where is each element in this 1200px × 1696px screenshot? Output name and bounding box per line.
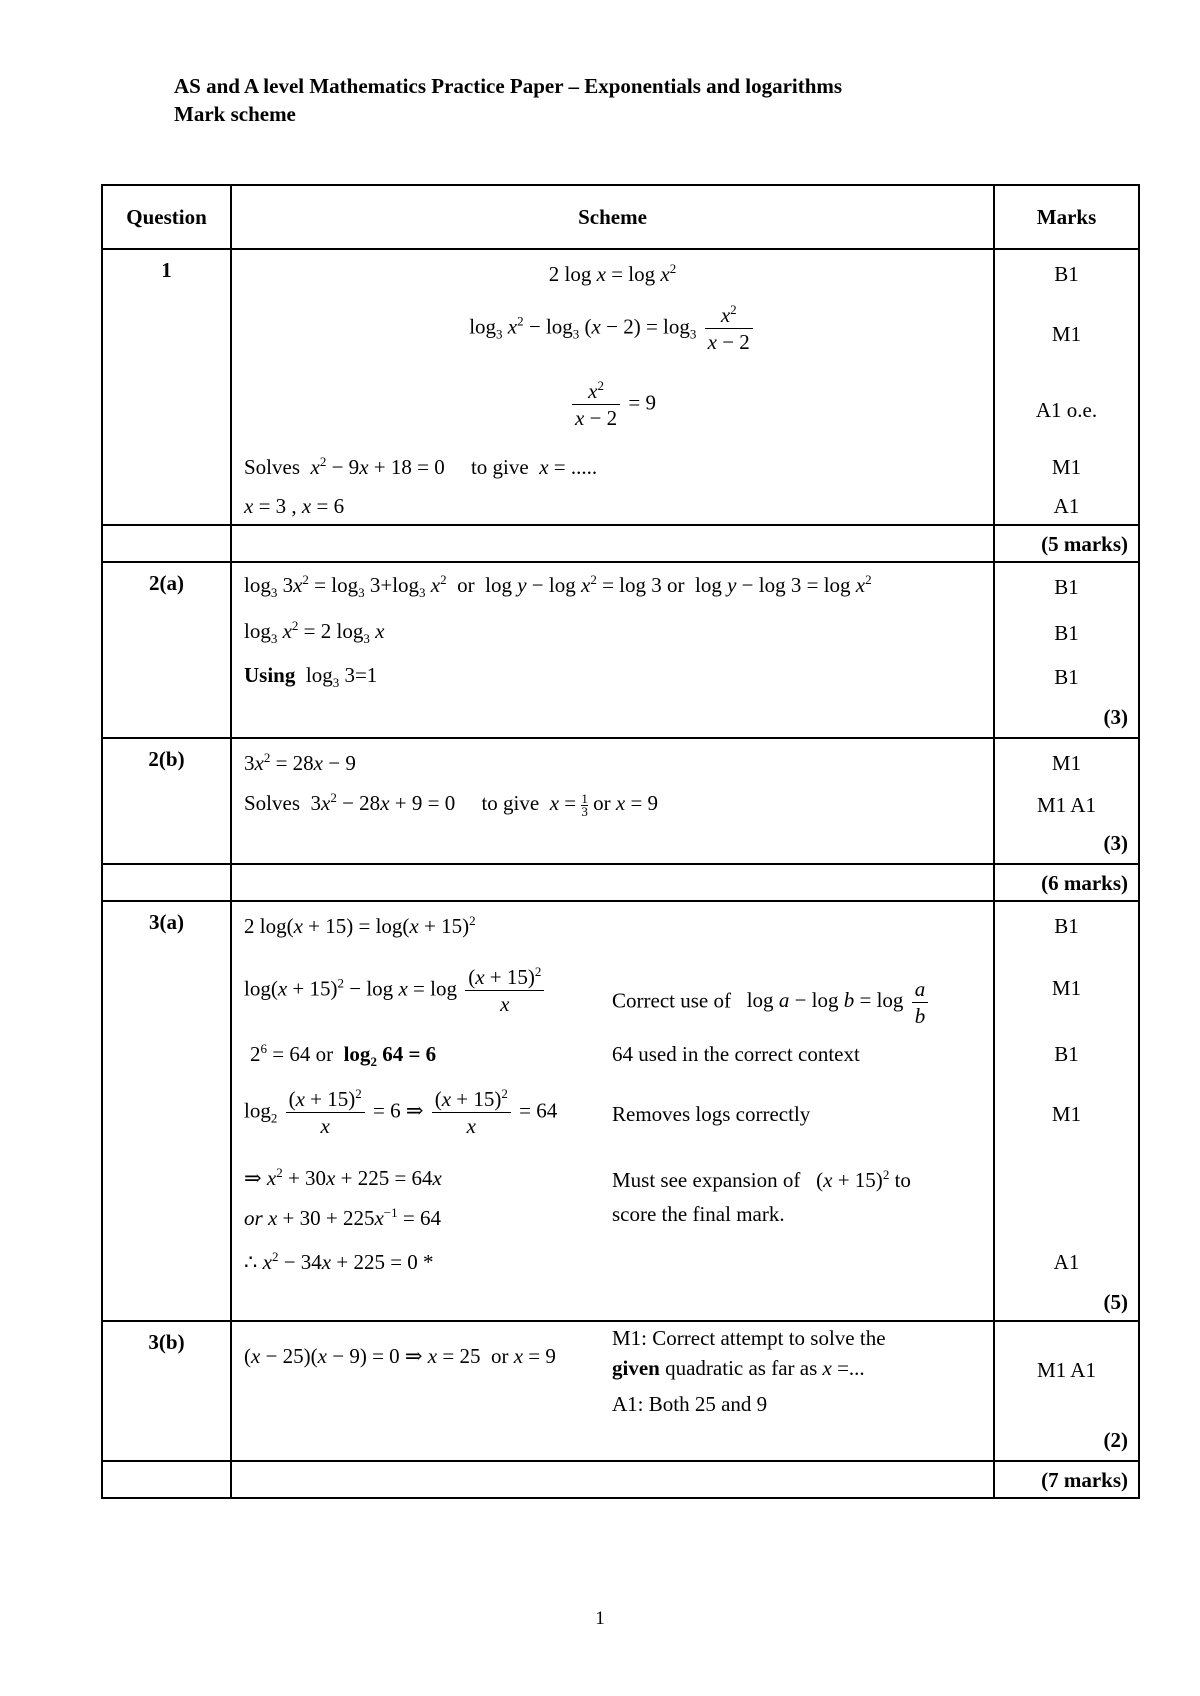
math-line: $\log(x + 15)^2 - \log x = \log$ $\frac{(x + 15)^2}{x}$ — [244, 964, 547, 1017]
table-row-q1 — [102, 249, 1139, 525]
mark-value: B1 — [1054, 1042, 1079, 1066]
mark-value: M1 A1 — [1037, 793, 1096, 817]
scheme-cell-q2a — [231, 562, 994, 738]
note-text: Removes logs correctly — [612, 1102, 811, 1126]
column-header-question: Question — [102, 185, 231, 249]
note-text: A1: Both 25 and 9 — [612, 1392, 768, 1416]
mark-value: M1 A1 — [1037, 1358, 1096, 1382]
math-line: 2 $\log x = \log x^2$ — [548, 261, 677, 286]
math-line: ∴ $x^2 - 34x + 225 = 0$ * — [244, 1249, 434, 1274]
mark-value: A1 — [1053, 1250, 1080, 1274]
question-label: 3(a) — [102, 901, 231, 1321]
math-line: or $x + 30 + 225x^{-1} = 64$ — [244, 1205, 441, 1230]
table-row-q1-total — [102, 525, 1139, 562]
note-text: given quadratic as far as x =... — [612, 1356, 865, 1380]
mark-value: B1 — [1054, 621, 1079, 645]
text-to-give: to give — [470, 455, 529, 479]
question-label: 2(b) — [102, 738, 231, 864]
document-title: AS and A level Mathematics Practice Paper – Exponentials and logarithms — [174, 74, 843, 98]
subtotal-marks: (3) — [1103, 831, 1128, 855]
math-line: ⇒ $x^2 + 30x + 225 = 64x$ — [244, 1165, 442, 1190]
mark-value: B1 — [1054, 914, 1079, 938]
column-header-scheme: Scheme — [231, 185, 994, 249]
total-marks: (6 marks) — [1041, 871, 1128, 895]
math-line: $2^6 = 64$ or $\log_2 64 = 6$ — [250, 1041, 437, 1070]
note-text: Correct use of log a − log b = log $\frac{a}{b}$ — [612, 976, 931, 1029]
mark-value: A1 — [1053, 494, 1080, 518]
note-text: 64 used in the correct context — [612, 1042, 860, 1066]
question-label: 3(b) — [102, 1321, 231, 1461]
scheme-cell-q3b — [231, 1321, 994, 1461]
math-line: $\log_2$ $\frac{(x + 15)^2}{x}$ = 6 ⇒ $\frac{(x + 15)^2}{x}$ = 64 — [244, 1086, 558, 1138]
math-line: $\frac{x^2}{x - 2}$ = 9 — [232, 378, 993, 431]
table-row-q3-total — [102, 1461, 1139, 1498]
total-marks: (7 marks) — [1041, 1468, 1128, 1492]
column-header-marks: Marks — [994, 185, 1139, 249]
mark-value: B1 — [1054, 262, 1079, 286]
mark-scheme-table — [101, 184, 1140, 1499]
question-label: 1 — [102, 249, 231, 525]
mark-value: B1 — [1054, 575, 1079, 599]
table-row-q2a — [102, 562, 1139, 738]
math-line: $3x^2 = 28x - 9$ — [244, 750, 356, 775]
mark-value: B1 — [1054, 665, 1079, 689]
scheme-cell-q1 — [231, 249, 994, 525]
table-row-q2-total — [102, 864, 1139, 901]
math-line: $\log_3 3x^2 = \log_3 3+\log_3$ $x^2$ or $\log y - \log x^2 = \log 3$ or $\log y - \log 3 = \log x^2$ — [244, 572, 872, 601]
math-line: Solves $x^2 - 9x + 18 = 0$ to give x = ..... — [244, 454, 598, 479]
marks-cell-q2a — [994, 562, 1139, 738]
mark-value: M1 — [1051, 1102, 1082, 1126]
question-label: 2(a) — [102, 562, 231, 738]
mark-value: M1 — [1051, 751, 1082, 775]
mark-value: A1 o.e. — [1035, 398, 1098, 422]
math-line: $\log_3 x^2 - \log_3 (x - 2) = \log_3$ $\frac{x^2}{x - 2}$ — [232, 302, 993, 355]
subtotal-marks: (5) — [1103, 1290, 1128, 1314]
table-row-q3b — [102, 1321, 1139, 1461]
scheme-cell-q2b — [231, 738, 994, 864]
note-text: score the final mark. — [612, 1202, 785, 1226]
page-number: 1 — [595, 1608, 605, 1629]
scheme-cell-q3a — [231, 901, 994, 1321]
document-header — [174, 72, 842, 128]
math-line: Using $\log_3 3=1$ — [244, 663, 378, 691]
table-header-row — [102, 185, 1139, 249]
mark-value: M1 — [1051, 976, 1082, 1000]
marks-cell-q3a — [994, 901, 1139, 1321]
subtotal-marks: (3) — [1103, 705, 1128, 729]
math-line: $\log_3 x^2 = 2$ $\log_3 x$ — [244, 618, 385, 647]
table-row-q2b — [102, 738, 1139, 864]
math-line: (x − 25)(x − 9) = 0 ⇒ x = 25 or x = 9 — [244, 1344, 556, 1368]
marks-cell-q2b — [994, 738, 1139, 864]
math-line: x = 3 , x = 6 — [244, 494, 345, 518]
table-row-q3a — [102, 901, 1139, 1321]
mark-value: M1 — [1051, 455, 1082, 479]
math-line: 2 $\log(x + 15) = \log(x + 15)^2$ — [244, 913, 476, 938]
note-text: Must see expansion of $(x + 15)^2$ to — [612, 1167, 911, 1192]
note-text: M1: Correct attempt to solve the — [612, 1326, 886, 1350]
text-solves: Solves — [244, 455, 301, 479]
total-marks: (5 marks) — [1041, 532, 1128, 556]
document-subtitle: Mark scheme — [174, 102, 296, 126]
marks-cell-q3b — [994, 1321, 1139, 1461]
mark-value: M1 — [1051, 322, 1082, 346]
math-line: Solves $3x^2 - 28x + 9 = 0$ to give x = $\frac{1}{3}$ or x = 9 — [244, 790, 659, 819]
subtotal-marks: (2) — [1103, 1428, 1128, 1452]
marks-cell-q1 — [994, 249, 1139, 525]
